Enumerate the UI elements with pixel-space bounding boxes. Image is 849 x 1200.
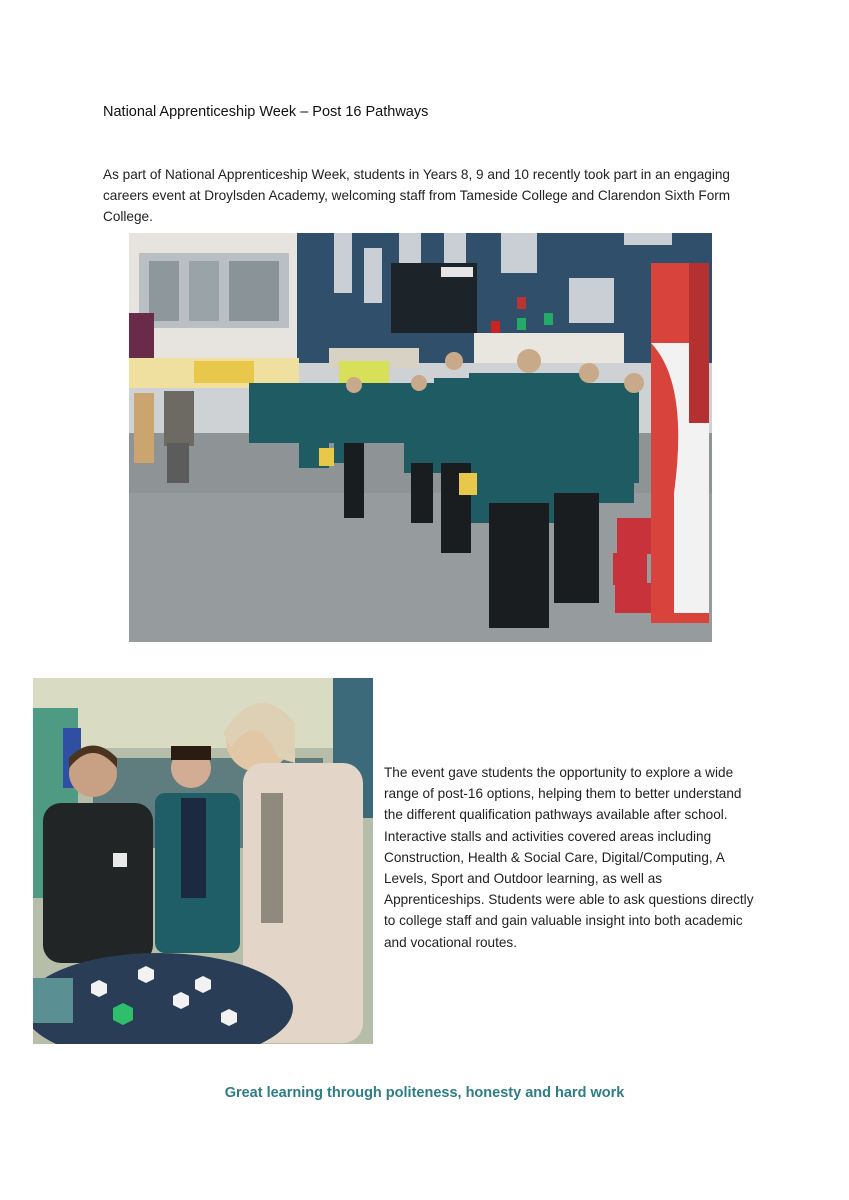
body-paragraph: The event gave students the opportunity to explore a wide range of post-16 options, helping them to better understand the different qualification pathways available after school. Interactive stalls and activities covered areas including Construction, Health & Social Care, Digital/Computing, A Levels, Sport and Outdoor learning, as well as Apprenticeships. Students were able to ask questions directly to college staff and gain valuable insight into both academic and vocational routes. <box>384 765 754 950</box>
page-title: National Apprenticeship Week – Post 16 Pathways <box>103 104 429 120</box>
intro-paragraph: As part of National Apprenticeship Week, students in Years 8, 9 and 10 recently took part in an engaging careers event at Droylsden Academy, welcoming staff from Tameside College and Clarendon Sixth Form College. <box>103 167 731 224</box>
school-motto: Great learning through politeness, honesty and hard work <box>224 1085 625 1101</box>
interactive-stall-photo <box>33 678 373 1044</box>
event-hall-photo <box>129 233 712 642</box>
